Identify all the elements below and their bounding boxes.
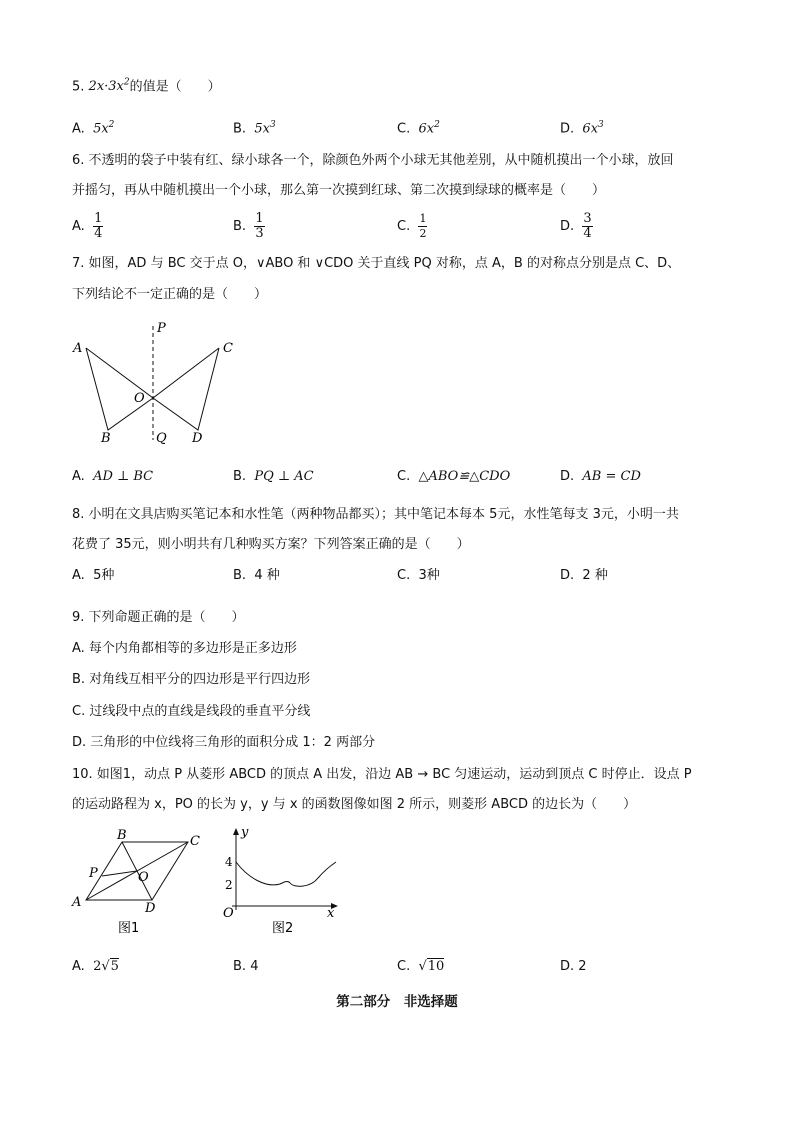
- section-heading: 第二部分 非选择题: [336, 994, 458, 1010]
- q8-option-d[interactable]: D. 2 种: [560, 568, 608, 583]
- q7-label-a: A: [73, 341, 83, 356]
- q7-stem-line2: 下列结论不一定正确的是（ ）: [72, 287, 268, 302]
- q10-fig2-label-o: O: [223, 906, 234, 921]
- q7-label-d: D: [192, 431, 203, 446]
- q7-label-q: Q: [156, 431, 167, 446]
- q10-figure-2: [218, 826, 348, 938]
- q10-fig2-tick-4: 4: [225, 855, 233, 869]
- q5-option-b[interactable]: B. $5x^3$: [233, 120, 276, 137]
- q7-triangle-cdo: [153, 348, 219, 430]
- q6-stem-line1: 6. 不透明的袋子中装有红、绿小球各一个，除颜色外两个小球无其他差别，从中随机摸出一个小球，放回: [72, 153, 674, 168]
- q5-stem: 5. $2x\cdot 3x^2$的值是（ ）: [72, 78, 221, 95]
- q10-fig1-label-a: A: [72, 895, 82, 910]
- q7-option-b[interactable]: B. PQ ⊥ AC: [233, 469, 314, 484]
- q10-fig1-caption: 图1: [118, 921, 140, 936]
- q10-fig2-tick-2: 2: [225, 878, 233, 892]
- q7-label-b: B: [101, 431, 111, 446]
- q6-option-d[interactable]: D. $\frac{3}{4}$: [560, 211, 592, 241]
- q10-stem-line1: 10. 如图1，动点 P 从菱形 ABCD 的顶点 A 出发，沿边 AB → BC 匀速运动，运动到顶点 C 时停止．设点 P: [72, 767, 692, 782]
- q10-fig1-label-b: B: [117, 828, 127, 843]
- q5-option-a[interactable]: A. $5x^2$: [72, 120, 115, 137]
- q10-fig1-label-d: D: [145, 901, 156, 916]
- q10-option-a[interactable]: A. 2√5: [72, 959, 119, 974]
- q9-option-c[interactable]: C. 过线段中点的直线是线段的垂直平分线: [72, 704, 311, 719]
- q7-triangle-abo: [86, 348, 153, 430]
- q10-fig1-label-p: P: [89, 866, 98, 881]
- q7-label-p: P: [157, 321, 166, 336]
- q5-option-c[interactable]: C. $6x^2$: [397, 120, 440, 137]
- q8-option-a[interactable]: A. 5种: [72, 568, 115, 583]
- q10-fig2-label-y: y: [241, 826, 249, 840]
- q10-option-d[interactable]: D. 2: [560, 959, 587, 974]
- q7-label-o: O: [134, 391, 145, 406]
- q9-stem: 9. 下列命题正确的是（ ）: [72, 610, 245, 625]
- q7-option-a[interactable]: A. AD ⊥ BC: [72, 469, 154, 484]
- q10-option-c[interactable]: C. √10: [397, 959, 445, 974]
- q6-option-b[interactable]: B. $\frac{1}{3}$: [233, 211, 264, 241]
- q10-stem-line2: 的运动路程为 x，PO 的长为 y，y 与 x 的函数图像如图 2 所示，则菱形 ABCD 的边长为（ ）: [72, 797, 637, 812]
- q10-fig2-caption: 图2: [272, 921, 294, 936]
- q7-option-c[interactable]: C. △ABO≌△CDO: [397, 469, 511, 484]
- q9-option-d[interactable]: D. 三角形的中位线将三角形的面积分成 1：2 两部分: [72, 735, 376, 750]
- q6-option-c[interactable]: C. $\frac{1}{2}$: [397, 212, 427, 240]
- q10-option-b[interactable]: B. 4: [233, 959, 259, 974]
- q10-fig2-label-x: x: [327, 906, 335, 921]
- q7-label-c: C: [223, 341, 233, 356]
- q10-fig2-y-arrow: [233, 828, 239, 835]
- q8-option-b[interactable]: B. 4 种: [233, 568, 280, 583]
- q10-fig1-label-c: C: [190, 834, 200, 849]
- q10-fig1-label-o: O: [138, 870, 149, 885]
- q8-stem-line1: 8. 小明在文具店购买笔记本和水性笔（两种物品都买）；其中笔记本每本 5元，水性笔每支 3元，小明一共: [72, 507, 679, 522]
- q9-option-a[interactable]: A. 每个内角都相等的多边形是正多边形: [72, 641, 297, 656]
- q8-stem-line2: 花费了 35元，则小明共有几种购买方案？下列答案正确的是（ ）: [72, 537, 470, 552]
- q7-figure: [66, 318, 246, 448]
- q10-fig2-curve: [236, 862, 336, 886]
- q7-option-d[interactable]: D. AB = CD: [560, 469, 641, 484]
- q10-figure-1: [66, 828, 206, 938]
- q5-expr: $2x\cdot 3x^2$: [88, 78, 130, 95]
- q5-option-d[interactable]: D. $6x^3$: [560, 120, 604, 137]
- q6-stem-line2: 并摇匀，再从中随机摸出一个小球，那么第一次摸到红球、第二次摸到绿球的概率是（ ）: [72, 183, 606, 198]
- q6-option-a[interactable]: A. $\frac{1}{4}$: [72, 211, 103, 241]
- q9-option-b[interactable]: B. 对角线互相平分的四边形是平行四边形: [72, 672, 311, 687]
- q8-option-c[interactable]: C. 3种: [397, 568, 440, 583]
- q7-stem-line1: 7. 如图，AD 与 BC 交于点 O，∨ABO 和 ∨CDO 关于直线 PQ 对称，点 A，B 的对称点分别是点 C、D、: [72, 256, 681, 271]
